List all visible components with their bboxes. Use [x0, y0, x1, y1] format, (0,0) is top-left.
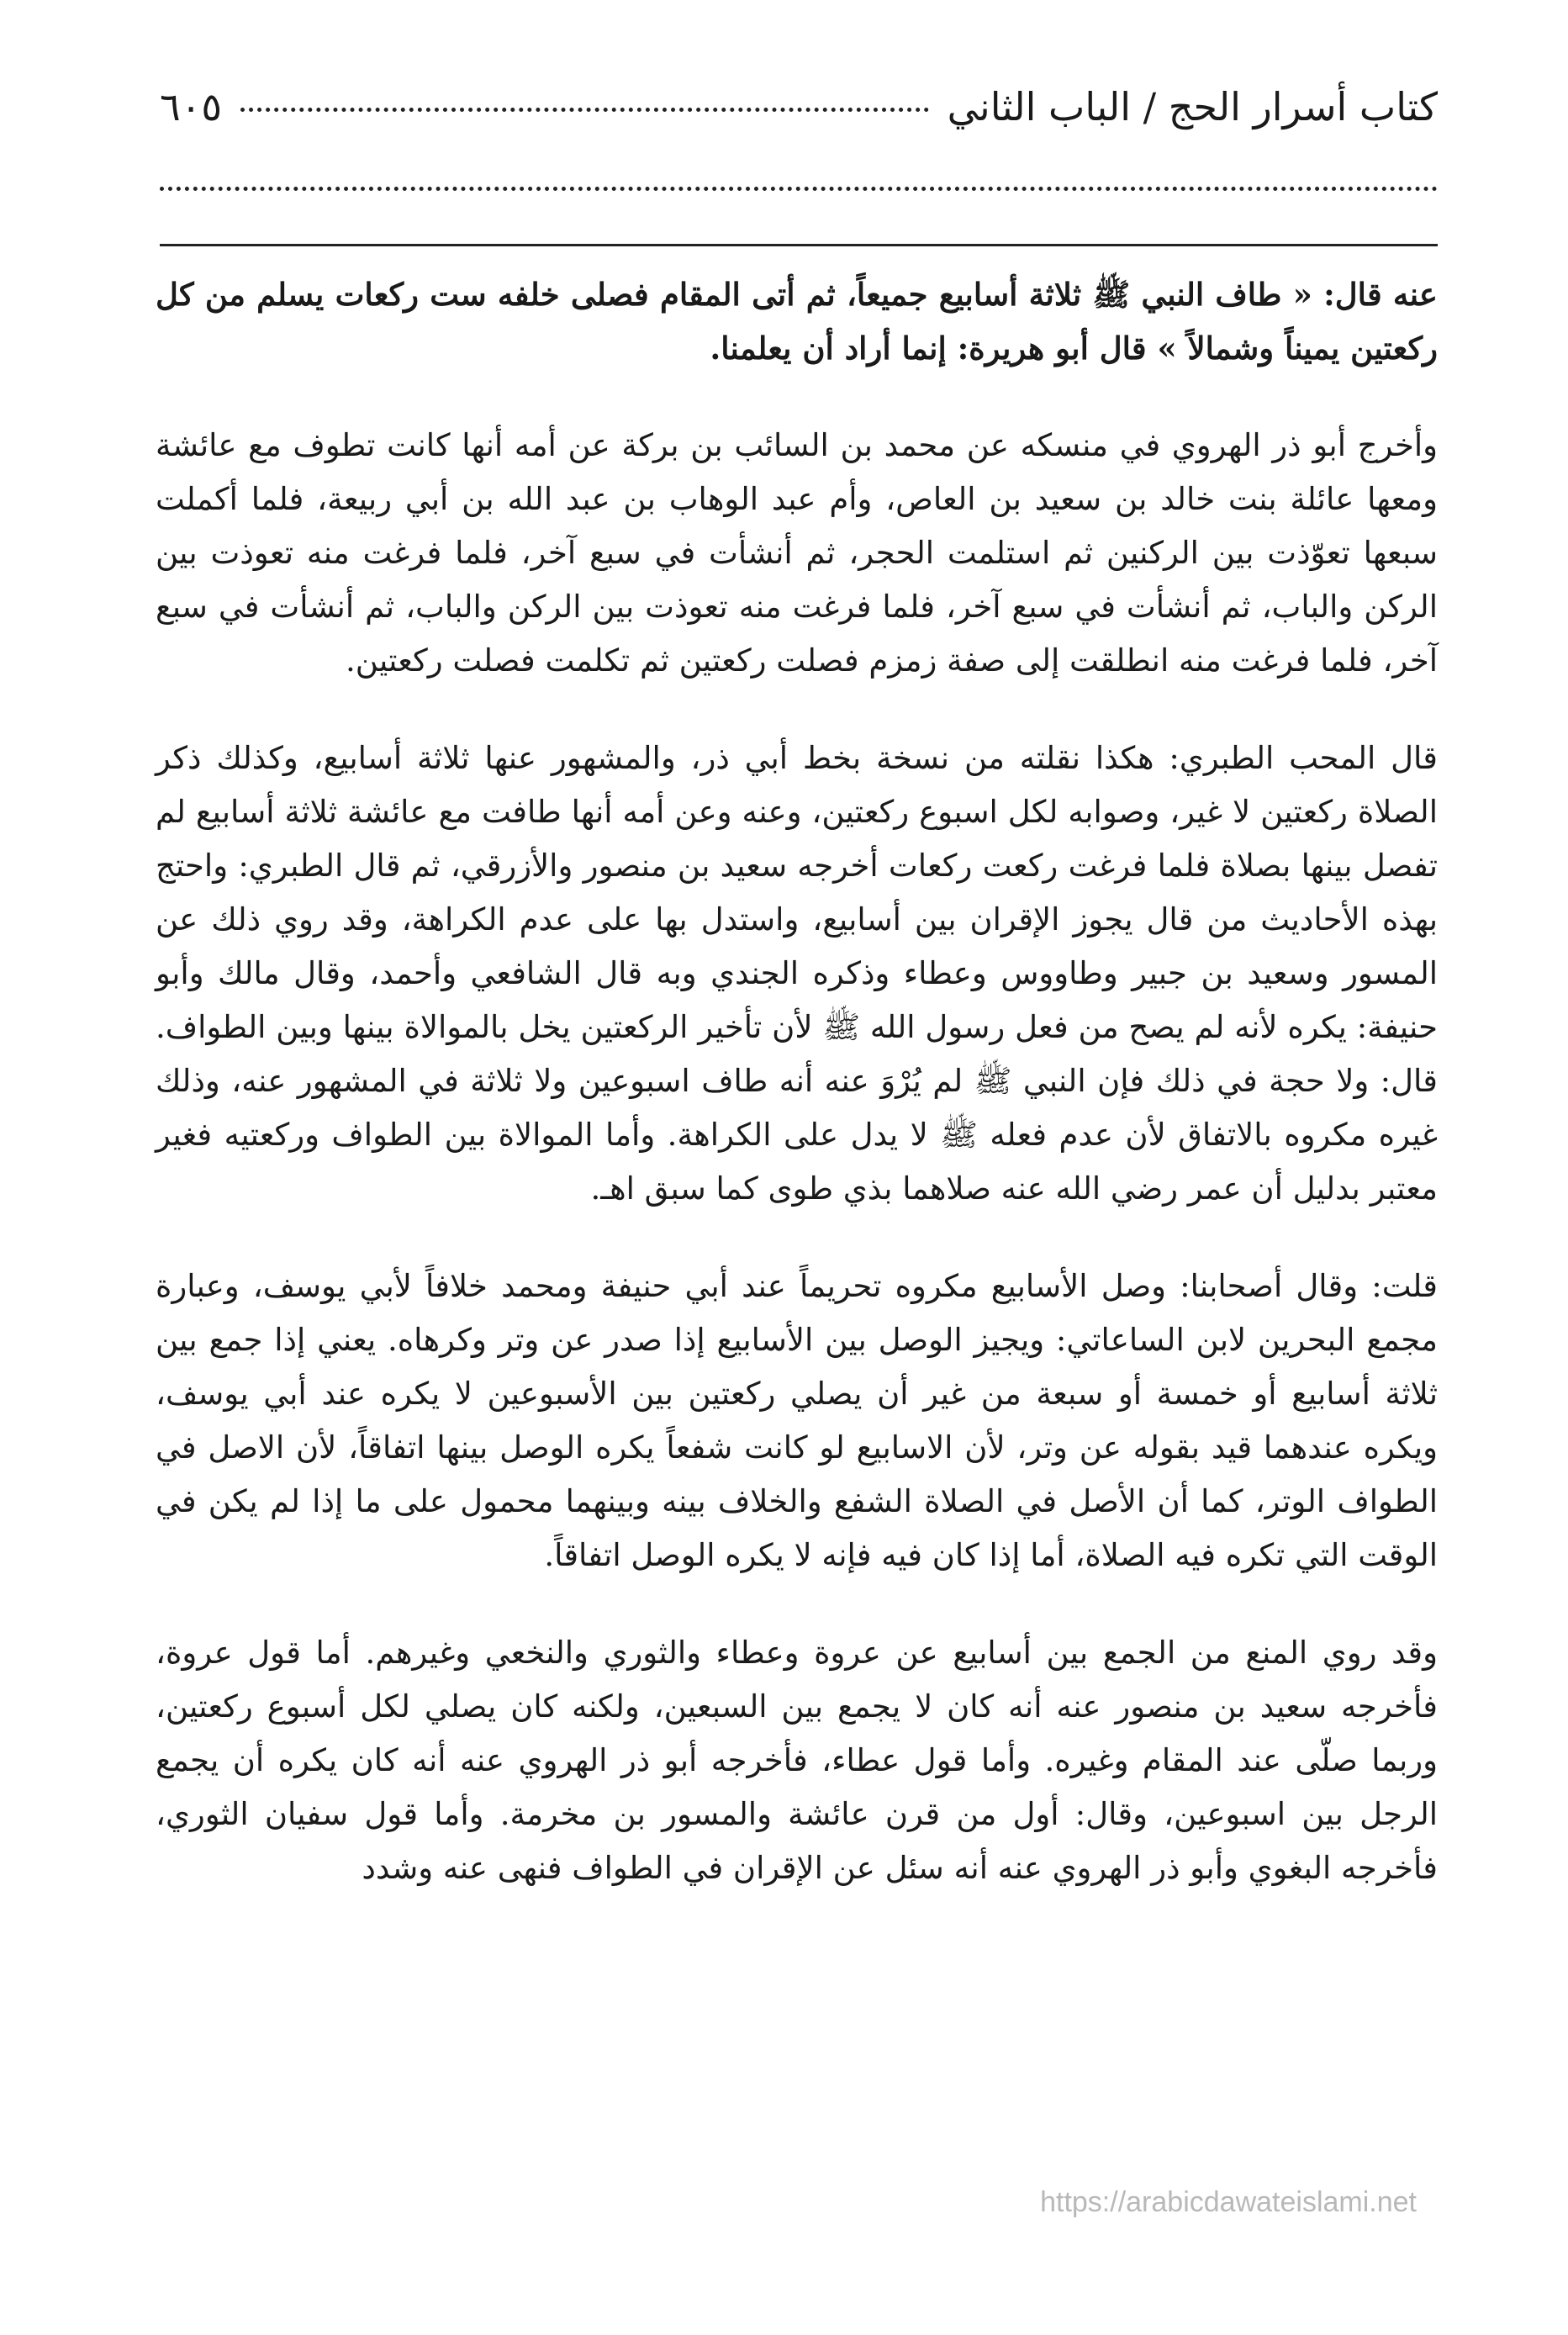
- paragraph-4: قلت: وقال أصحابنا: وصل الأسابيع مكروه تحريماً عند أبي حنيفة ومحمد خلافاً لأبي يوسف، وعبارة مجمع البحرين لابن الساعاتي: ويجيز الوصل بين الأسابيع إذا صدر عن وتر وكرهاه. يعني إذا جمع بين ثلاثة أسابيع أو خمسة أو سبعة من غير أن يصلي ركعتين بين الأسبوعين لا يكره عند أبي يوسف، ويكره عندهما قيد بقوله عن وتر، لأن الاسابيع لو كانت شفعاً يكره الوصل بينها اتفاقاً، لأن الاصل في الطواف الوتر، كما أن الأصل في الصلاة الشفع والخلاف بينه وبينهما محمول على ما إذا لم يكن في الوقت التي تكره فيه الصلاة، أما إذا كان فيه فإنه لا يكره الوصل اتفاقاً.: [156, 1268, 1438, 1573]
- running-title: كتاب أسرار الحج / الباب الثاني: [947, 84, 1438, 129]
- source-watermark: https://arabicdawateislami.net: [1040, 2186, 1417, 2218]
- paragraph-5: وقد روي المنع من الجمع بين أسابيع عن عروة وعطاء والثوري والنخعي وغيرهم. أما قول عروة، فأخرجه سعيد بن منصور عنه أنه كان لا يجمع بين السبعين، ولكنه كان يصلي لكل أسبوع ركعتين، وربما صلّى عند المقام وغيره. وأما قول عطاء، فأخرجه أبو ذر الهروي عنه أنه كان يكره أن يجمع الرجل بين اسبوعين، وقال: أول من قرن عائشة والمسور بن مخرمة. وأما قول سفيان الثوري، فأخرجه البغوي وأبو ذر الهروي عنه أنه سئل عن الإقران في الطواف فنهى عنه وشدد: [156, 1635, 1438, 1886]
- paragraph-2: وأخرج أبو ذر الهروي في منسكه عن محمد بن السائب بن بركة عن أمه أنها كانت تطوف مع عائشة ومعها عائلة بنت خالد بن سعيد بن العاص، وأم عبد الوهاب بن عبد الله بن أبي ربيعة، فلما أكملت سبعها تعوّذت بين الركنين ثم استلمت الحجر، ثم أنشأت في سبع آخر، فلما فرغت منه تعوذت بين الركن والباب، ثم أنشأت في سبع آخر، فلما فرغت منه تعوذت بين الركن والباب، ثم أنشأت في سبع آخر، فلما فرغت منه انطلقت إلى صفة زمزم فصلت ركعتين ثم تكلمت فصلت ركعتين.: [156, 427, 1438, 679]
- dot-leader: [240, 108, 928, 112]
- running-header: [160, 84, 1438, 151]
- main-text: [156, 267, 1438, 1939]
- paragraph-1: عنه قال: « طاف النبي ﷺ ثلاثة أسابيع جميعاً، ثم أتى المقام فصلى خلفه ست ركعات يسلم من كل ركعتين يميناً وشمالاً » قال أبو هريرة: إنما أراد أن يعلمنا.: [156, 276, 1438, 367]
- page-number: ٦٠٥: [160, 84, 223, 129]
- header-rule: [160, 244, 1438, 246]
- dotted-divider: [160, 187, 1438, 191]
- paragraph-3: قال المحب الطبري: هكذا نقلته من نسخة بخط أبي ذر، والمشهور عنها ثلاثة أسابيع، وكذلك ذكر الصلاة ركعتين لا غير، وصوابه لكل اسبوع ركعتين، وعنه وعن أمه أنها طافت مع عائشة ثلاثة أسابيع لم تفصل بينها بصلاة فلما فرغت ركعت ركعات أخرجه سعيد بن منصور والأزرقي، ثم قال الطبري: واحتج بهذه الأحاديث من قال يجوز الإقران بين أسابيع، واستدل بها على عدم الكراهة، وقد روي ذلك عن المسور وسعيد بن جبير وطاووس وعطاء وذكره الجندي وبه قال الشافعي وأحمد، وقال مالك وأبو حنيفة: يكره لأنه لم يصح من فعل رسول الله ﷺ لأن تأخير الركعتين يخل بالموالاة بينها وبين الطواف. قال: ولا حجة في ذلك فإن النبي ﷺ لم يُرْوَ عنه أنه طاف اسبوعين ولا ثلاثة في المشهور عنه، وذلك غيره مكروه بالاتفاق لأن عدم فعله ﷺ لا يدل على الكراهة. وأما الموالاة بين الطواف وركعتيه فغير معتبر بدليل أن عمر رضي الله عنه صلاهما بذي طوى كما سبق اهـ.: [156, 740, 1438, 1207]
